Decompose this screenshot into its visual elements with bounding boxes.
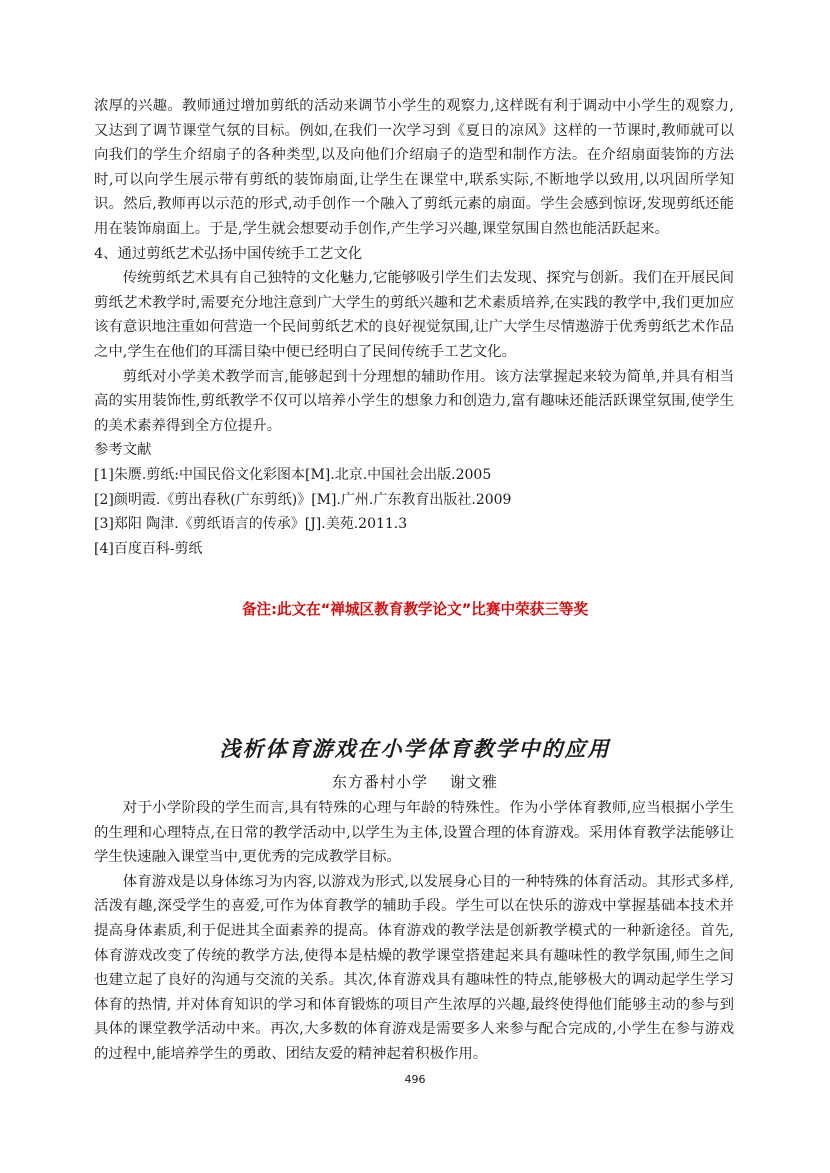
paragraph-continuation: 浓厚的兴趣。教师通过增加剪纸的活动来调节小学生的观察力,这样既有利于调动中小学生的观察力,又达到了调节课堂气氛的目标。例如,在我们一次学习到《夏日的凉风》这样的一节课时,教师就可以向我们的学生介绍扇子的各种类型,以及向他们介绍扇子的造型和制作方法。在介绍扇面装饰的方法时,可以向学生展示带有剪纸的装饰扇面,让学生在课堂中,联系实际,不断地学以致用,以巩固所学知识。然后,教师再以示范的形式,动手创作一个融入了剪纸元素的扇面。学生会感到惊讶,发现剪纸还能用在装饰扇面上。于是,学生就会想要动手创作,产生学习兴趣,课堂氛围自然也能活跃起来。: [94, 98, 734, 237]
reference-item: [1]朱赝.剪纸:中国民俗文化彩图本[M].北京.中国社会出版.2005: [94, 466, 492, 483]
award-note: 备注:此文在“禅城区教育教学论文”比赛中荣获三等奖: [241, 601, 589, 618]
page-number: 496: [404, 1073, 426, 1086]
reference-item: [4]百度百科-剪纸: [94, 540, 203, 557]
article-paragraph-1: 对于小学阶段的学生而言,具有特殊的心理与年龄的特殊性。作为小学体育教师,应当根据小学生的生理和心理特点,在日常的教学活动中,以学生为主体,设置合理的体育游戏。采用体育教学法能够让学生快速融入课堂当中,更优秀的完成教学目标。: [94, 800, 734, 866]
author-name: 谢文雅: [450, 773, 499, 791]
top-section: [94, 94, 734, 561]
section-heading-4: 4、通过剪纸艺术弘扬中国传统手工艺文化: [94, 245, 363, 262]
article-body: [94, 796, 734, 1067]
school-name: 东方番村小学: [331, 773, 428, 791]
byline: [0, 770, 830, 794]
reference-item: [2]颜明霞.《剪出春秋(广东剪纸)》[M].广州.广东教育出版社.2009: [94, 491, 512, 508]
article-paragraph-2: 体育游戏是以身体练习为内容,以游戏为形式,以发展身心目的一种特殊的体育活动。其形式多样,活泼有趣,深受学生的喜爱,可作为体育教学的辅助手段。学生可以在快乐的游戏中掌握基础本技术并提高身体素质,利于促进其全面素养的提高。体育游戏的教学法是创新教学模式的一种新途径。首先,体育游戏改变了传统的教学方法,使得本是枯燥的教学课堂搭建起来具有趣味性的教学氛围,师生之间也建立起了良好的沟通与交流的关系。其次,体育游戏具有趣味性的特点,能够极大的调动起学生学习体育的热情, 并对体育知识的学习和体育锻炼的项目产生浓厚的兴趣,最终使得他们能够主动的参与到具体的课堂教学活动中来。再次,大多数的体育游戏是需要多人来参与配合完成的,小学生在参与游戏的过程中,能培养学生的勇敢、团结友爱的精神起着积极作用。: [94, 873, 734, 1062]
references-heading: 参考文献: [94, 442, 152, 459]
article-title: 浅析体育游戏在小学体育教学中的应用: [219, 736, 611, 761]
paragraph-conclusion: 剪纸对小学美术教学而言,能够起到十分理想的辅助作用。该方法掌握起来较为简单,并具有相当高的实用装饰性,剪纸教学不仅可以培养小学生的想象力和创造力,富有趣味还能活跃课堂氛围,使学生的美术素养得到全方位提升。: [94, 368, 734, 434]
paragraph-cultural-heritage: 传统剪纸艺术具有自己独特的文化魅力,它能够吸引学生们去发现、探究与创新。我们在开展民间剪纸艺术教学时,需要充分地注意到广大学生的剪纸兴趣和艺术素质培养,在实践的教学中,我们更加应该有意识地注重如何营造一个民间剪纸艺术的良好视觉氛围,让广大学生尽情遨游于优秀剪纸艺术作品之中,学生在他们的耳濡目染中便已经明白了民间传统手工艺文化。: [94, 270, 734, 360]
reference-item: [3]郑阳 陶津.《剪纸语言的传承》[J].美苑.2011.3: [94, 516, 408, 533]
